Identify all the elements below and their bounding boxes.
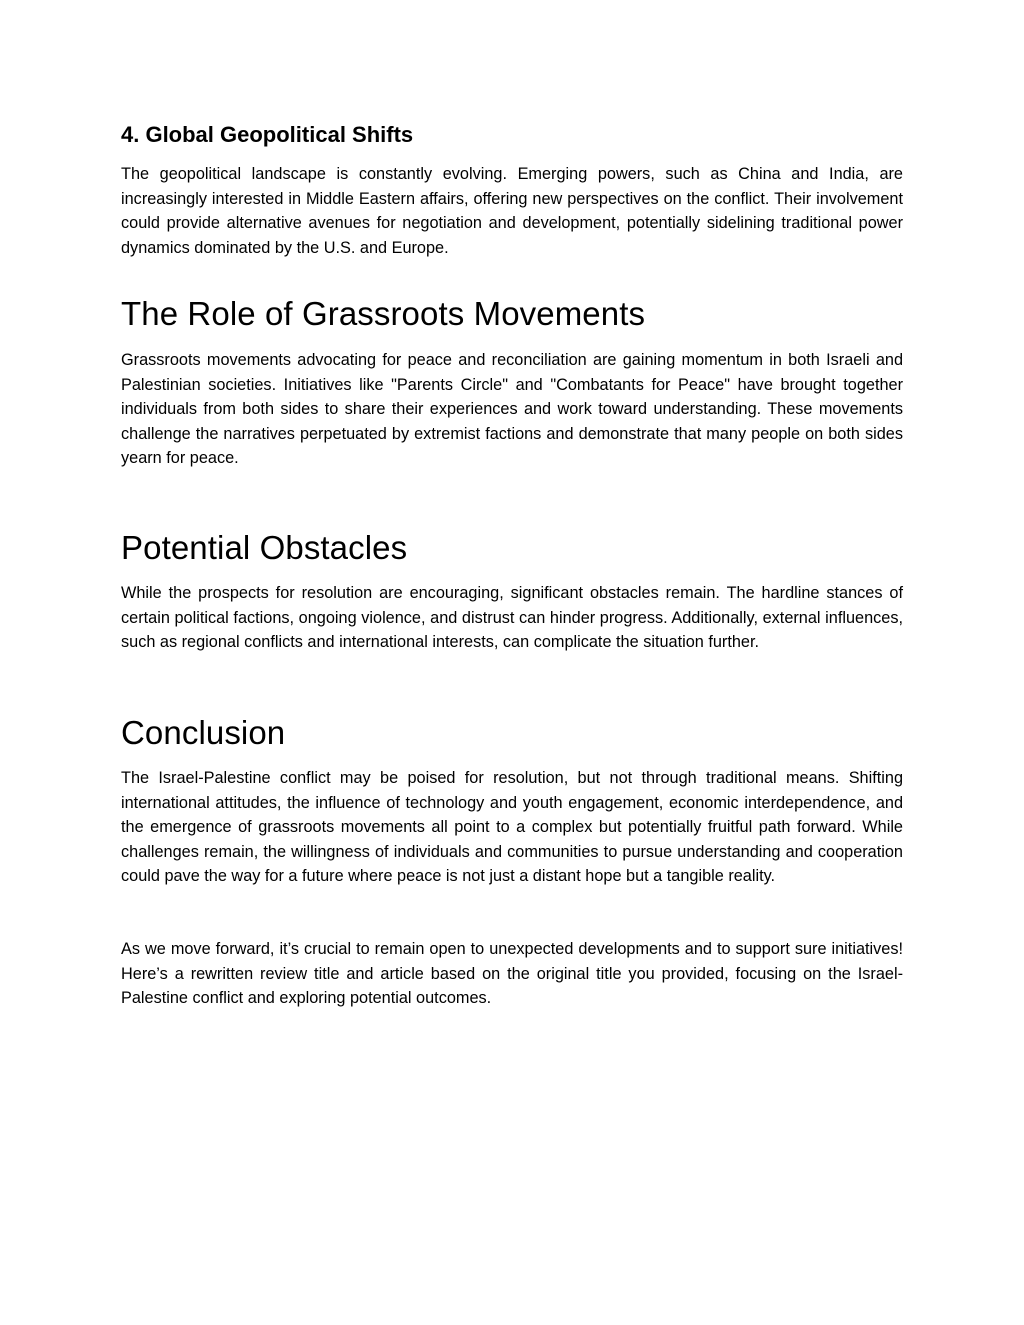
paragraph-conclusion: The Israel-Palestine conflict may be poised for resolution, but not through traditional means. Shifting international attitudes, the influence of technology and youth engagement, economic interdependence, and the emergence of grassroots movements all point to a complex but potentially fruitful path forward. While challenges remain, the willingness of individuals and communities to pursue understanding and cooperation could pave the way for a future where peace is not just a distant hope but a tangible reality. [121,769,903,885]
heading-potential-obstacles: Potential Obstacles [121,529,408,566]
heading-grassroots-movements: The Role of Grassroots Movements [121,295,646,332]
paragraph-closing: As we move forward, it’s crucial to remain open to unexpected developments and to support sure initiatives! Here’s a rewritten review title and article based on the original title you provided, focusing on the Israel-Palestine conflict and exploring potential outcomes. [121,940,903,1007]
paragraph-potential-obstacles: While the prospects for resolution are encouraging, significant obstacles remain. The hardline stances of certain political factions, ongoing violence, and distrust can hinder progress. Additionally, external influences, such as regional conflicts and international interests, can complicate the situation further. [121,584,903,651]
heading-conclusion: Conclusion [121,714,286,751]
paragraph-grassroots-movements: Grassroots movements advocating for peace and reconciliation are gaining momentum in both Israeli and Palestinian societies. Initiatives like "Parents Circle" and "Combatants for Peace" have brought together individuals from both sides to share their experiences and work toward understanding. These movements challenge the narratives perpetuated by extremist factions and demonstrate that many people on both sides yearn for peace. [121,351,903,467]
paragraph-geopolitical-shifts: The geopolitical landscape is constantly evolving. Emerging powers, such as China and India, are increasingly interested in Middle Eastern affairs, offering new perspectives on the conflict. Their involvement could provide alternative avenues for negotiation and development, potentially sidelining traditional power dynamics dominated by the U.S. and Europe. [121,165,903,257]
heading-global-geopolitical-shifts: 4. Global Geopolitical Shifts [121,122,414,147]
